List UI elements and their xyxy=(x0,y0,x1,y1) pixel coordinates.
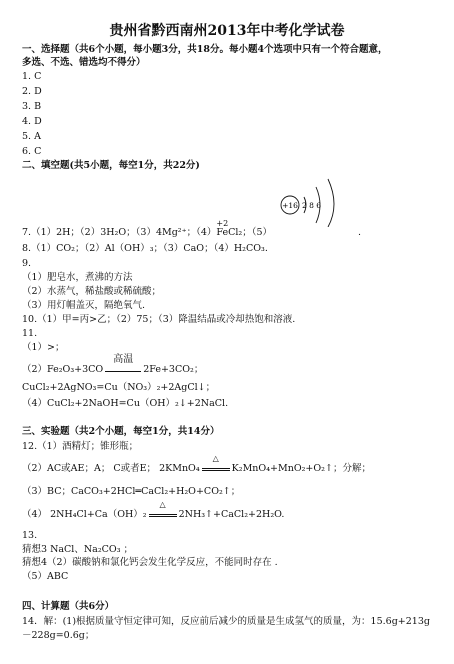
q13-guess4: 猜想4（2）碳酸钠和氯化钙会发生化学反应，不能同时存在 . xyxy=(22,557,278,568)
q12-4-left: （4） 2NH₄Cl+Ca（OH）₂ xyxy=(22,509,147,520)
answer-6: 6. C xyxy=(22,146,42,157)
q13-5: （5）ABC xyxy=(22,571,69,582)
shell-3 xyxy=(328,179,334,227)
q13-label: 13. xyxy=(22,530,38,541)
q7-fecl2: FeCl₂；（5） xyxy=(216,227,273,238)
section2-heading: 二、填空题(共5小题，每空1分，共22分) xyxy=(22,160,200,171)
answer-5: 5. A xyxy=(22,131,41,142)
cond-heat-2: △ xyxy=(159,500,166,509)
q11-2-line xyxy=(22,354,204,376)
q7-text: 7.（1）2H；（2）3H₂O；（3）4Mg²⁺；（4） xyxy=(22,227,217,238)
q12-4-line xyxy=(22,500,285,521)
answer-1: 1. C xyxy=(22,71,42,82)
q12-2-line xyxy=(22,454,371,475)
fe-charge: +2 xyxy=(216,219,229,228)
q9-label: 9. xyxy=(22,258,32,269)
q8-line: 8.（1）CO₂；（2）Al（OH）₃；（3）CaO；（4）H₂CO₃. xyxy=(22,243,268,254)
q13-guess3: 猜想3 NaCl、Na₂CO₃ ； xyxy=(22,544,134,555)
q12-line: 12.（1）酒精灯；锥形瓶； xyxy=(22,441,139,452)
q11-1: （1）>； xyxy=(22,342,65,353)
section1-heading: 一、选择题（共6个小题，每小题3分，共18分。每小题4个选项中只有一个符合题意， xyxy=(22,44,388,55)
q11-2-right: 2Fe+3CO₂； xyxy=(143,364,204,375)
q9-2: （2）水蒸气，稀盐酸或稀硫酸； xyxy=(22,286,162,297)
q11-label: 11. xyxy=(22,328,38,339)
page-title: 贵州省黔西南州2013年中考化学试卷 xyxy=(109,23,345,39)
q12-2-left: （2）AC或AE；A； C或者E； 2KMnO₄ xyxy=(22,463,200,474)
answer-2: 2. D xyxy=(22,86,42,97)
q11-3: CuCl₂+2AgNO₃=Cu（NO₃）₂+2AgCl↓； xyxy=(22,382,216,393)
q9-1: （1）肥皂水，煮沸的方法 xyxy=(22,272,133,283)
q14-line: 14．解：(1)根据质量守恒定律可知，反应前后减少的质量是生成氢气的质量，为：15.6g+213g xyxy=(22,616,430,627)
section3-heading: 三、实验题（共2个小题，每空1分，共14分） xyxy=(22,426,220,437)
q12-3: （3）BC；CaCO₃+2HCl═CaCl₂+H₂O+CO₂↑； xyxy=(22,486,241,497)
q9-3: （3）用灯帽盖灭，隔绝氧气. xyxy=(22,300,146,311)
q11-4: （4）CuCl₂+2NaOH=Cu（OH）₂↓+2NaCl. xyxy=(22,398,229,409)
q7-end: . xyxy=(358,227,362,238)
atom-structure-diagram xyxy=(278,175,358,227)
shell-electrons: 2 8 6 xyxy=(302,201,322,210)
section1-heading-cont: 多选、不选、错选均不得分） xyxy=(22,57,146,68)
cond-high-temp: 高温 xyxy=(113,354,134,365)
q12-2-right: K₂MnO₄+MnO₂+O₂↑；分解； xyxy=(231,463,371,474)
answer-4: 4. D xyxy=(22,116,42,127)
q11-2-left: （2）Fe₂O₃+3CO xyxy=(22,364,104,375)
section4-heading: 四、计算题（共6分） xyxy=(22,601,115,612)
q7-line xyxy=(22,219,362,239)
cond-heat: △ xyxy=(212,454,219,463)
q12-4-right: 2NH₃↑+CaCl₂+2H₂O. xyxy=(178,509,285,520)
q14-line-cont: －228g=0.6g； xyxy=(22,630,95,641)
q10-line: 10.（1）甲=丙>乙；（2）75；（3）降温结晶或冷却热饱和溶液. xyxy=(22,314,296,325)
answer-3: 3. B xyxy=(22,101,42,112)
nucleus-charge: +16 xyxy=(282,201,298,210)
